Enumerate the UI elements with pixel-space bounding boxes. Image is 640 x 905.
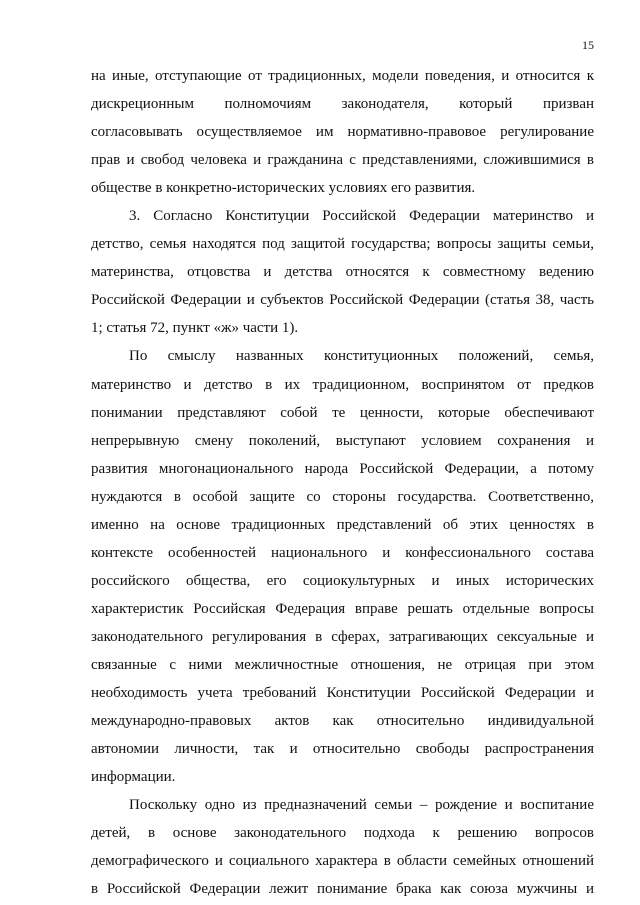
text-line: 3. Согласно Конституции Российской Федерации материнство и [129,208,594,225]
text-line: 1; статья 72, пункт «ж» части 1). [91,320,299,337]
text-line: По смыслу названных конституционных положений, семья, [129,348,594,365]
text-line: детей, в основе законодательного подхода к решению вопросов [91,825,594,842]
text-line: российского общества, его социокультурных и иных исторических [91,572,594,589]
text-line: автономии личности, так и относительно свободы распространения [91,741,594,758]
page-number: 15 [582,38,594,52]
text-line: понимании представляют собой те ценности, которые обеспечивают [91,404,594,421]
text-line: непрерывную смену поколений, выступают условием сохранения и [91,432,594,449]
text-line: Российской Федерации и субъектов Российской Федерации (статья 38, часть [91,292,594,309]
text-line: материнство и детство в их традиционном, воспринятом от предков [91,376,594,393]
text-line: прав и свобод человека и гражданина с представлениями, сложившимися в [91,152,594,169]
text-line: демографического и социального характера в области семейных отношений [91,853,594,870]
text-line: обществе в конкретно-исторических условиях его развития. [91,180,476,197]
text-line: необходимость учета требований Конституции Российской Федерации и [91,685,594,702]
text-line: дискреционным полномочиям законодателя, который призван [91,96,594,113]
text-line: развития многонационального народа Российской Федерации, а потому [91,460,594,477]
text-line: материнства, отцовства и детства относятся к совместному ведению [91,264,594,281]
text-line: нуждаются в особой защите со стороны государства. Соответственно, [91,488,594,505]
body-text [91,62,594,903]
text-line: в Российской Федерации лежит понимание брака как союза мужчины и [91,881,594,898]
text-line: характеристик Российская Федерация вправе решать отдельные вопросы [91,600,594,617]
text-line: детство, семья находятся под защитой государства; вопросы защиты семьи, [91,236,594,253]
text-line: Поскольку одно из предназначений семьи – рождение и воспитание [129,797,594,814]
text-line: законодательного регулирования в сферах, затрагивающих сексуальные и [91,628,594,645]
text-line: международно-правовых актов как относительно индивидуальной [91,713,594,730]
text-line: на иные, отступающие от традиционных, модели поведения, и относится к [91,68,594,84]
text-line: связанные с ними межличностные отношения, не отрицая при этом [91,656,594,673]
text-line: согласовывать осуществляемое им нормативно-правовое регулирование [91,124,594,141]
text-line: контексте особенностей национального и конфессионального состава [91,544,594,561]
text-line: информации. [91,769,176,786]
text-line: именно на основе традиционных представлений об этих ценностях в [91,516,594,533]
